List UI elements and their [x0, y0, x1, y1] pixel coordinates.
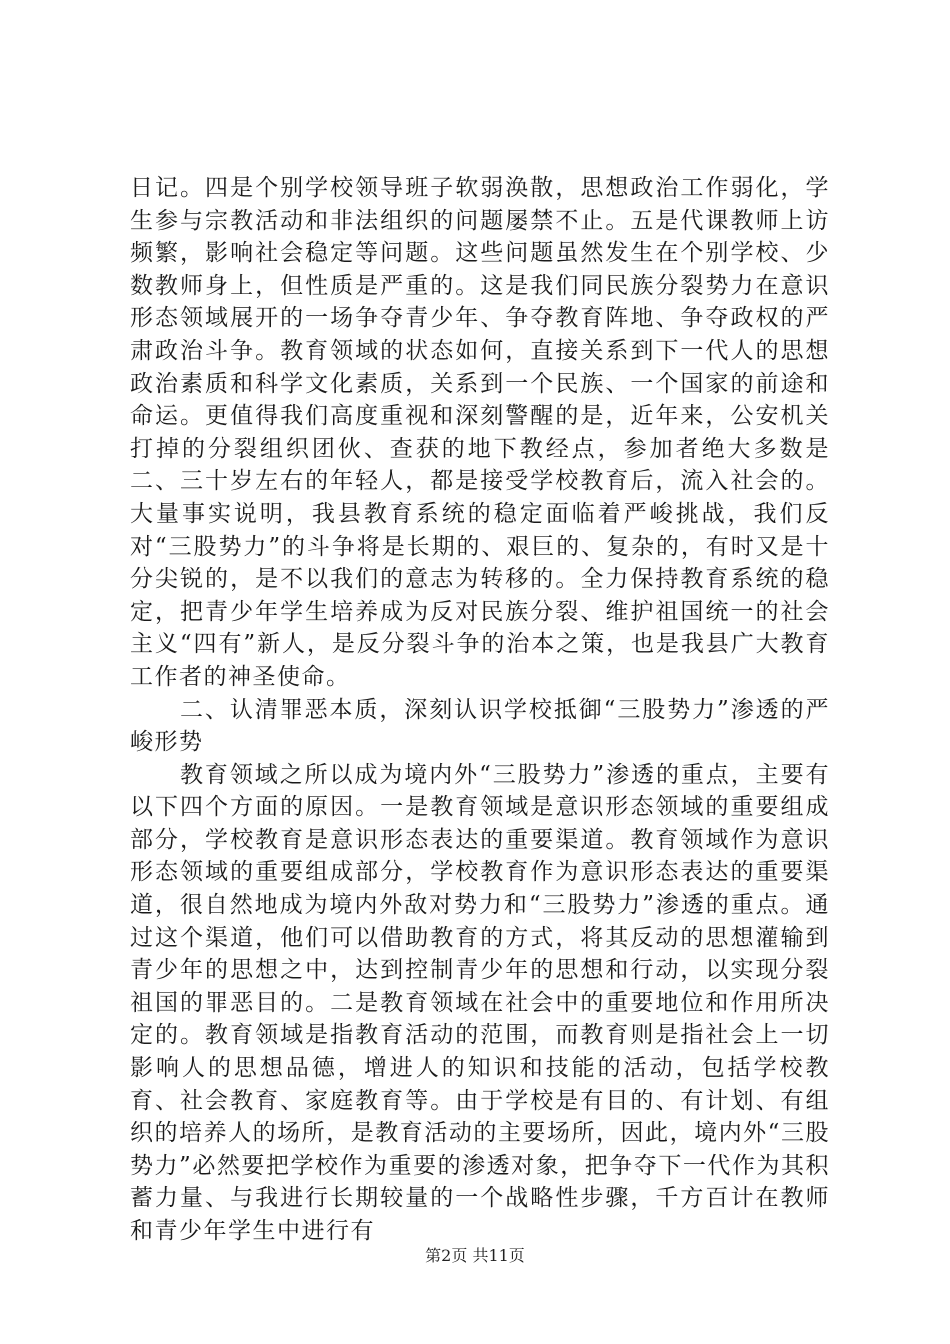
body-paragraph-3: 教育领域之所以成为境内外“三股势力”渗透的重点，主要有以下四个方面的原因。一是教育领域是意识形态领域的重要组成部分，学校教育是意识形态表达的重要渠道。教育领域作为意识形态领域的重要组成部分，学校教育作为意识形态表达的重要渠道，很自然地成为境内外敌对势力和“三股势力”渗透的重点。通过这个渠道，他们可以借助教育的方式，将其反动的思想灌输到青少年的思想之中，达到控制青少年的思想和行动，以实现分裂祖国的罪恶目的。二是教育领域在社会中的重要地位和作用所决定的。教育领域是指教育活动的范围，而教育则是指社会上一切影响人的思想品德，增进人的知识和技能的活动，包括学校教育、社会教育、家庭教育等。由于学校是有目的、有计划、有组织的培养人的场所，是教育活动的主要场所，因此，境内外“三股势力”必然要把学校作为重要的渗透对象，把争夺下一代作为其积蓄力量、与我进行长期较量的一个战略性步骤，千方百计在教师和青少年学生中进行有 — [130, 761, 830, 1244]
page-number-footer: 第2页 共11页 — [425, 1246, 525, 1265]
section-heading-2: 二、认清罪恶本质，深刻认识学校抵御“三股势力”渗透的严峻形势 — [130, 696, 830, 756]
document-body — [130, 172, 830, 1248]
body-paragraph-1: 日记。四是个别学校领导班子软弱涣散，思想政治工作弱化，学生参与宗教活动和非法组织的问题屡禁不止。五是代课教师上访频繁，影响社会稳定等问题。这些问题虽然发生在个别学校、少数教师身上，但性质是严重的。这是我们同民族分裂势力在意识形态领域展开的一场争夺青少年、争夺教育阵地、争夺政权的严肃政治斗争。教育领域的状态如何，直接关系到下一代人的思想政治素质和科学文化素质，关系到一个民族、一个国家的前途和命运。更值得我们高度重视和深刻警醒的是，近年来，公安机关打掉的分裂组织团伙、查获的地下教经点，参加者绝大多数是二、三十岁左右的年轻人，都是接受学校教育后，流入社会的。大量事实说明，我县教育系统的稳定面临着严峻挑战，我们反对“三股势力”的斗争将是长期的、艰巨的、复杂的，有时又是十分尖锐的，是不以我们的意志为转移的。全力保持教育系统的稳定，把青少年学生培养成为反对民族分裂、维护祖国统一的社会主义“四有”新人，是反分裂斗争的治本之策，也是我县广大教育工作者的神圣使命。 — [130, 175, 830, 690]
